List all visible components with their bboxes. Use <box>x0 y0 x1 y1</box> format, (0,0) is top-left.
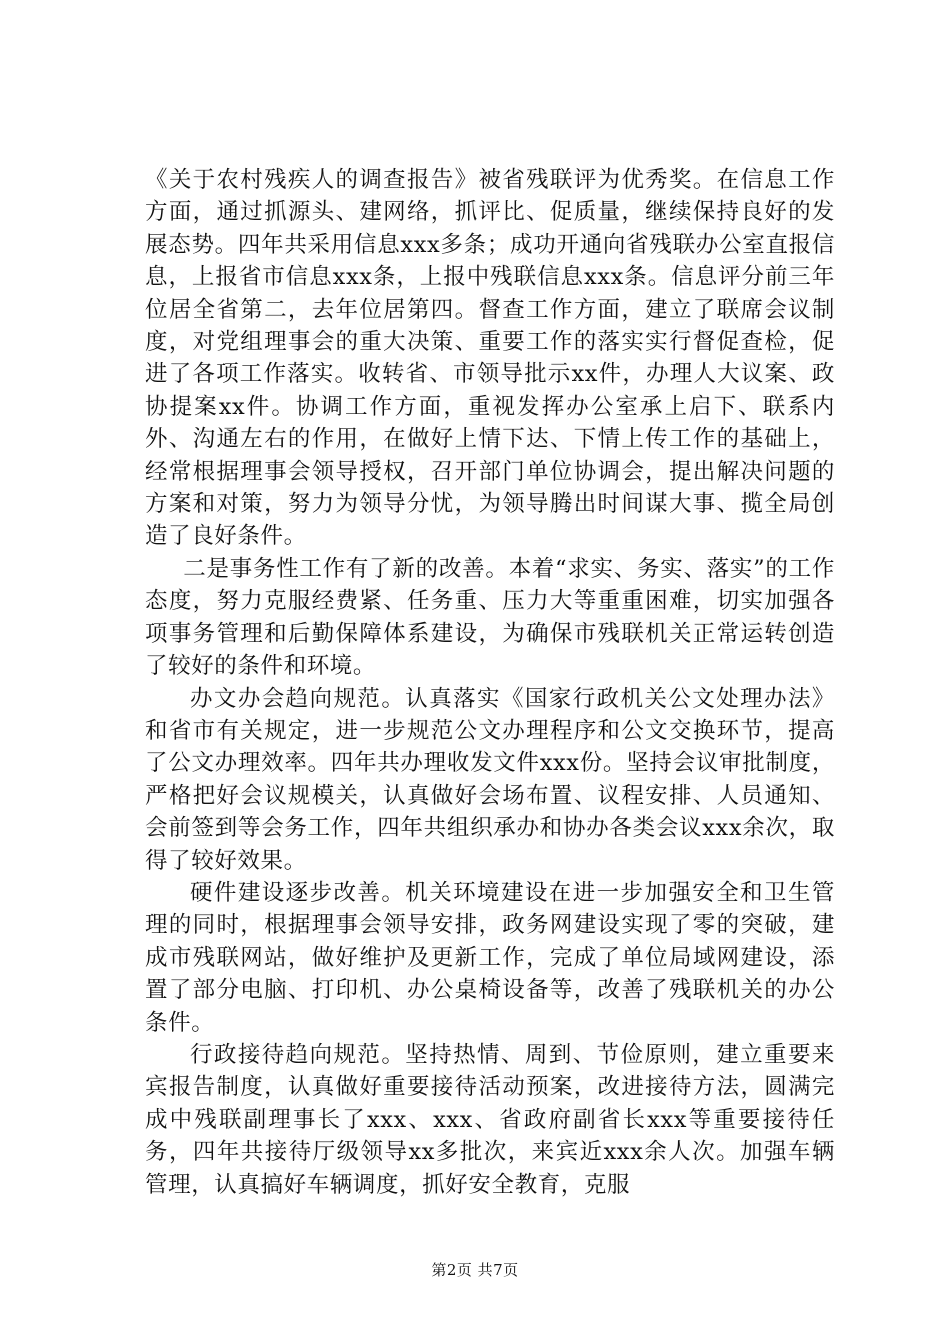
paragraph-1: 《关于农村残疾人的调查报告》被省残联评为优秀奖。在信息工作方面，通过抓源头、建网络，抓评比、促质量，继续保持良好的发展态势。四年共采用信息xxx多条；成功开通向省残联办公室直报信息，上报省市信息xxx条，上报中残联信息xxx条。信息评分前三年位居全省第二，去年位居第四。督查工作方面，建立了联席会议制度，对党组理事会的重大决策、重要工作的落实实行督促查检，促进了各项工作落实。收转省、市领导批示xx件，办理人大议案、政协提案xx件。协调工作方面，重视发挥办公室承上启下、联系内外、沟通左右的作用，在做好上情下达、下情上传工作的基础上，经常根据理事会领导授权，召开部门单位协调会，提出解决问题的方案和对策，努力为领导分忧，为领导腾出时间谋大事、揽全局创造了良好条件。 <box>145 167 835 550</box>
page-number-footer: 第2页 共7页 <box>431 1261 519 1279</box>
paragraph-3: 办文办会趋向规范。认真落实《国家行政机关公文处理办法》和省市有关规定，进一步规范公文办理程序和公文交换环节，提高了公文办理效率。四年共办理收发文件xxx份。坚持会议审批制度，严格把好会议规模关，认真做好会场布置、议程安排、人员通知、会前签到等会务工作，四年共组织承办和协办各类会议xxx余次，取得了较好效果。 <box>145 685 835 874</box>
paragraph-5: 行政接待趋向规范。坚持热情、周到、节俭原则，建立重要来宾报告制度，认真做好重要接待活动预案，改进接待方法，圆满完成中残联副理事长了xxx、xxx、省政府副省长xxx等重要接待任务，四年共接待厅级领导xx多批次，来宾近xxx余人次。加强车辆管理，认真搞好车辆调度，抓好安全教育，克服 <box>145 1041 835 1198</box>
document-body <box>145 164 835 1201</box>
paragraph-4: 硬件建设逐步改善。机关环境建设在进一步加强安全和卫生管理的同时，根据理事会领导安排，政务网建设实现了零的突破，建成市残联网站，做好维护及更新工作，完成了单位局域网建设，添置了部分电脑、打印机、办公桌椅设备等，改善了残联机关的办公条件。 <box>145 879 835 1036</box>
paragraph-2: 二是事务性工作有了新的改善。本着“求实、务实、落实”的工作态度，努力克服经费紧、任务重、压力大等重重困难，切实加强各项事务管理和后勤保障体系建设，为确保市残联机关正常运转创造了较好的条件和环境。 <box>145 555 835 680</box>
